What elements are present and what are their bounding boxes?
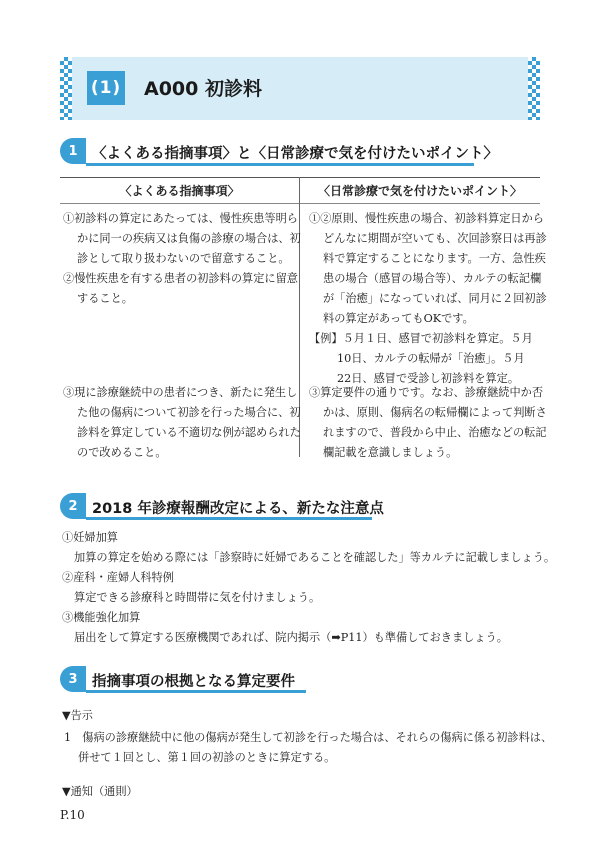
item-text: 届出をして算定する医療機関であれば、院内掲示（➡P11）も準備しておきましょう。 — [74, 631, 508, 644]
item-text: 加算の算定を始める際には「診察時に妊婦であることを確認した」等カルテに記載しましょう。 — [74, 551, 556, 564]
left-cell-1 — [63, 209, 301, 309]
section-number-badge: (1) — [87, 71, 125, 105]
text-line: 患の場合（感冒の場合等）、カルテの転記欄 — [323, 272, 542, 285]
text-line: れますので、普段から中止、治癒などの転記 — [323, 426, 547, 439]
table-top-rule — [60, 177, 540, 178]
text-line: かは、原則、傷病名の転帰欄によって判断さ — [323, 406, 547, 419]
section-2-title: 2018 年診療報酬改定による、新たな注意点 — [92, 501, 384, 517]
text-line: 【例】５月１日、感冒で初診料を算定。５月 — [309, 332, 533, 345]
section-1-title: 〈よくある指摘事項〉と〈日常診療で気を付けたいポイント〉 — [92, 146, 498, 162]
title-banner — [60, 57, 540, 120]
text-line: た他の傷病について初診を行った場合に、初 — [77, 406, 301, 419]
section-1-number: 1 — [60, 138, 86, 164]
text-line: が「治癒」になっていれば、同月に２回初診 — [323, 292, 547, 305]
section-2-underline — [86, 517, 372, 520]
text-line: ①初診料の算定にあたっては、慢性疾患等明ら — [63, 212, 298, 225]
text-line: 10日、カルテの転帰が「治癒」。５月 — [337, 352, 525, 365]
text-line: 22日、感冒で受診し初診料を算定。 — [337, 372, 520, 385]
text-line: 欄記載を意識しましょう。 — [323, 446, 458, 459]
table-header-rule — [60, 203, 540, 204]
section-3-underline — [86, 690, 306, 693]
item-heading: ②産科・産婦人科特例 — [62, 571, 174, 584]
text-line: 診料を算定している不適切な例が認められた — [77, 426, 301, 439]
item-heading: ①妊婦加算 — [62, 531, 118, 544]
item-text: 算定できる診療科と時間帯に気を付けましょう。 — [74, 591, 321, 604]
text-line: ②慢性疾患を有する患者の初診料の算定に留意 — [63, 272, 298, 285]
checker-decoration-left — [60, 57, 72, 120]
page-number: P.10 — [60, 808, 85, 822]
section-2-body — [62, 528, 555, 648]
text-line: 料の算定があってもOKです。 — [323, 312, 474, 325]
notice-line: 併せて１回とし、第１回の初診のときに算定する。 — [78, 751, 336, 764]
notice-line: 1 傷病の診療継続中に他の傷病が発生して初診を行った場合は、それらの傷病に係る初診料は、 — [64, 731, 553, 744]
text-line: すること。 — [77, 292, 133, 305]
page-title: A000 初診料 — [144, 78, 262, 100]
text-line: ので改めること。 — [77, 446, 167, 459]
section-3-number: 3 — [60, 666, 86, 692]
text-line: 診として取り扱わないので留意すること。 — [77, 252, 290, 265]
section-3-title: 指摘事項の根拠となる算定要件 — [92, 674, 295, 690]
section-2-number: 2 — [60, 493, 86, 519]
text-line: かに同一の疾病又は負傷の診療の場合は、初 — [77, 232, 301, 245]
text-line: どんなに期間が空いても、次回診察日は再診 — [323, 232, 547, 245]
text-line: ③現に診療継続中の患者につき、新たに発生し — [63, 386, 298, 399]
text-line: ③算定要件の通りです。なお、診療継続中か否 — [309, 386, 544, 399]
text-line: 料で算定することになります。一方、急性疾 — [323, 252, 546, 265]
section-3-body — [62, 706, 552, 802]
right-cell-3 — [309, 383, 547, 463]
left-cell-3 — [63, 383, 301, 463]
text-line: ①②原則、慢性疾患の場合、初診料算定日から — [309, 212, 544, 225]
section-1-underline — [86, 163, 474, 166]
checker-decoration-right — [528, 57, 540, 120]
column-header-right: 〈日常診療で気を付けたいポイント〉 — [317, 184, 522, 198]
item-heading: ③機能強化加算 — [62, 611, 141, 624]
column-header-left: 〈よくある指摘事項〉 — [119, 184, 240, 198]
right-cell-1 — [309, 209, 547, 389]
notice-heading: ▼告示 — [62, 709, 93, 722]
notice2-heading: ▼通知（通則） — [62, 785, 138, 798]
